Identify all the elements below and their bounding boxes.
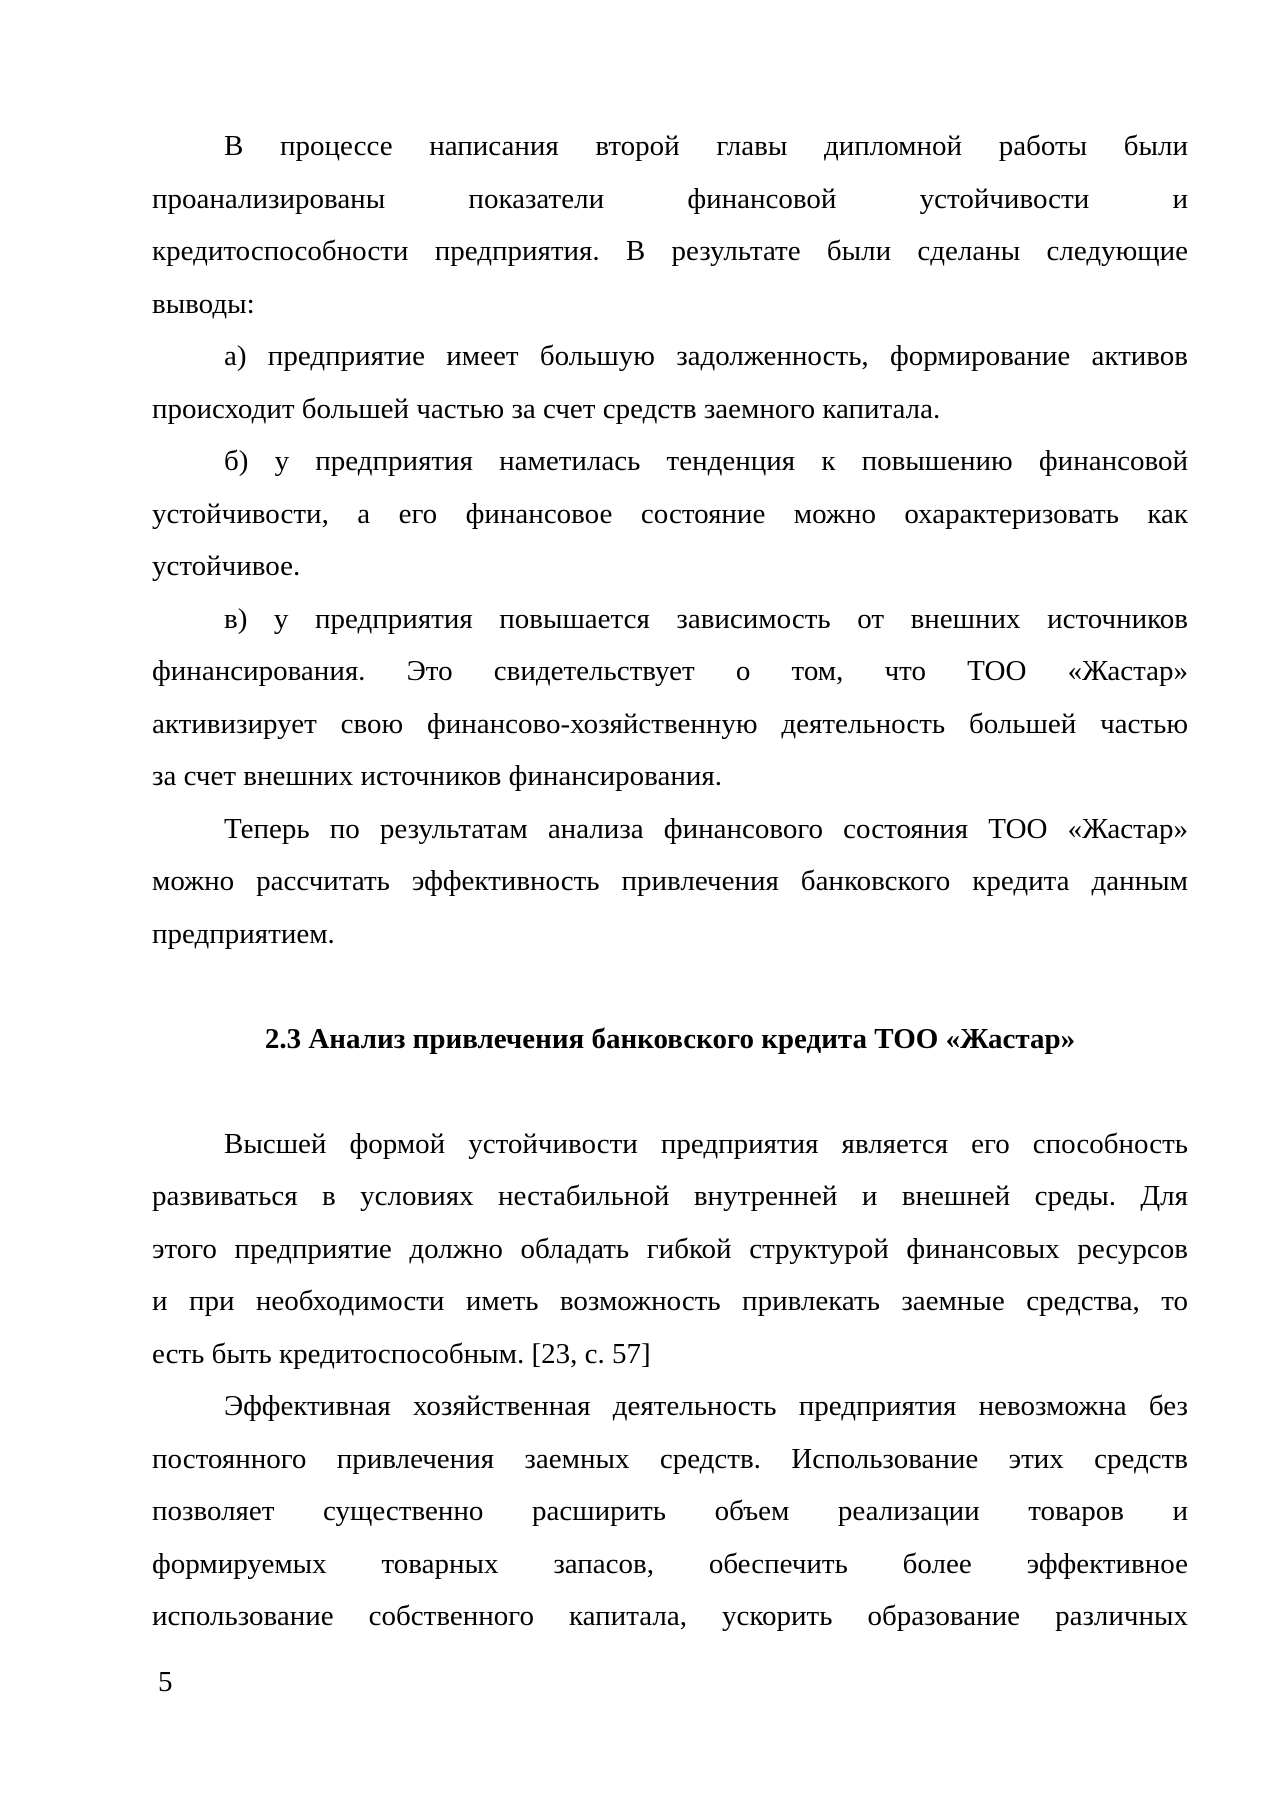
text-line: активизирует свою финансово-хозяйственную деятельность большей частью [152,707,1188,740]
text-line: за счет внешних источников финансирования. [152,760,722,792]
list-item-a-line: а) предприятие имеет большую задолженность, формирование активов [224,340,1188,372]
text-line: развиваться в условиях нестабильной внутренней и внешней среды. Для [152,1180,1188,1212]
text-line: кредитоспособности предприятия. В результате были сделаны следующие [152,235,1188,267]
text-line: постоянного привлечения заемных средств. Использование этих средств [152,1442,1188,1475]
text-line: есть быть кредитоспособным. [23, с. 57] [152,1337,651,1370]
text-line: Эффективная хозяйственная деятельность предприятия невозможна без [224,1390,1188,1422]
text-line: позволяет существенно расширить объем реализации товаров и [152,1495,1188,1527]
document-text-block [152,120,1188,1643]
blank-line [152,960,1188,1013]
blank-line [152,1065,1188,1118]
list-item-v-line: в) у предприятия повышается зависимость от внешних источников [224,602,1188,635]
text-line: предприятием. [152,917,335,950]
text-line: Теперь по результатам анализа финансового состояния ТОО «Жастар» [224,812,1188,845]
text-line: В процессе написания второй главы дипломной работы были [224,130,1188,162]
text-line: можно рассчитать эффективность привлечения банковского кредита данным [152,865,1188,897]
text-line: происходит большей частью за счет средств заемного капитала. [152,392,941,425]
text-line: этого предприятие должно обладать гибкой структурой финансовых ресурсов [152,1232,1188,1265]
text-line: проанализированы показатели финансовой устойчивости и [152,182,1188,215]
text-line: устойчивое. [152,550,301,582]
page-number: 5 [158,1666,173,1698]
text-line: финансирования. Это свидетельствует о том, что ТОО «Жастар» [152,655,1188,687]
text-line: использование собственного капитала, ускорить образование различных [152,1600,1188,1632]
text-line: устойчивости, а его финансовое состояние можно охарактеризовать как [152,497,1188,530]
text-line: Высшей формой устойчивости предприятия является его способность [224,1127,1188,1160]
list-item-b-line: б) у предприятия наметилась тенденция к повышению финансовой [224,445,1188,477]
section-heading: 2.3 Анализ привлечения банковского кредита ТОО «Жастар» [264,1022,1076,1055]
text-line: выводы: [152,287,255,320]
text-line: и при необходимости иметь возможность привлекать заемные средства, то [152,1285,1188,1317]
text-line: формируемых товарных запасов, обеспечить более эффективное [152,1547,1188,1580]
